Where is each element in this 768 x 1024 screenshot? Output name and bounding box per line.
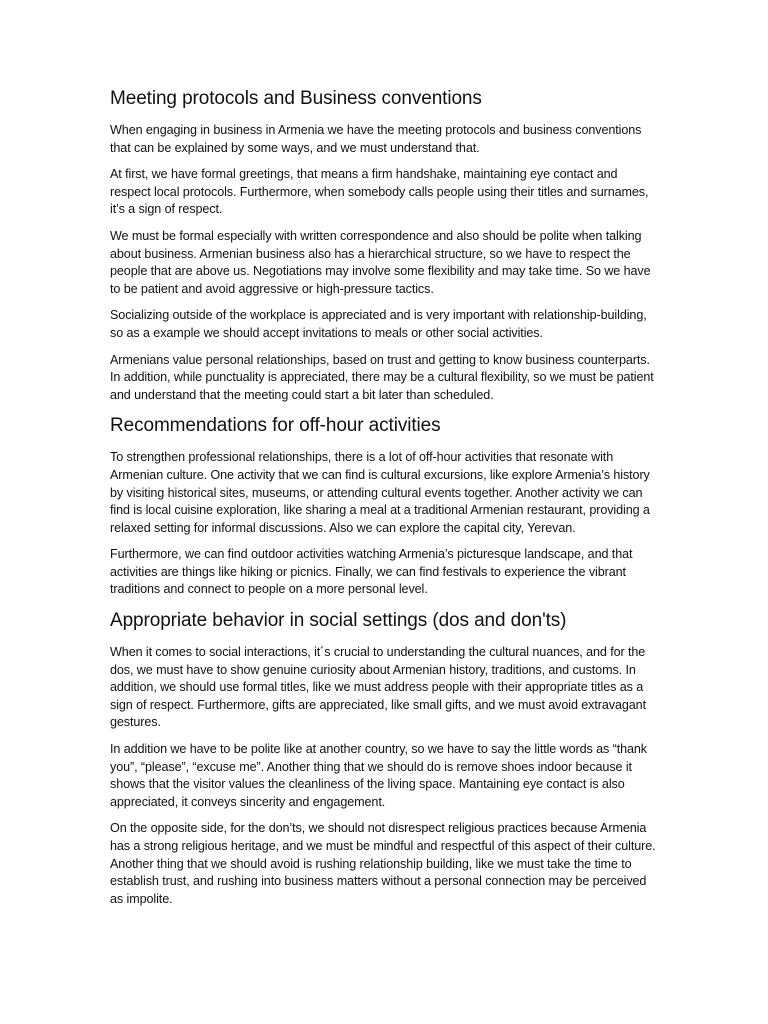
paragraph: To strengthen professional relationships, there is a lot of off-hour activities that resonate with Armenian culture. One activity that we can find is cultural excursions, like explore Armenia’s history by visiting historical sites, museums, or attending cultural events together. Another activity we can find is local cuisine exploration, like sharing a meal at a traditional Armenian restaurant, providing a relaxed setting for informal discussions. Also we can explore the capital city, Yerevan. xyxy=(110,450,650,535)
document-body xyxy=(110,86,658,917)
paragraph: When engaging in business in Armenia we have the meeting protocols and business conventions that can be explained by some ways, and we must understand that. xyxy=(110,123,642,155)
section-heading: Appropriate behavior in social settings (dos and don'ts) xyxy=(110,610,567,632)
section-social-behavior xyxy=(110,608,658,908)
section-meeting-protocols xyxy=(110,86,658,404)
paragraph: Furthermore, we can find outdoor activities watching Armenia’s picturesque landscape, and that activities are things like hiking or picnics. Finally, we can find festivals to experience the vibrant traditions and connect to people on a more personal level. xyxy=(110,547,633,597)
paragraph: We must be formal especially with written correspondence and also should be polite when talking about business. Armenian business also has a hierarchical structure, so we have to respect the people that are above us. Negotiations may involve some flexibility and may take time. So we have to be patient and avoid aggressive or high-pressure tactics. xyxy=(110,228,651,296)
paragraph: At first, we have formal greetings, that means a firm handshake, maintaining eye contact and respect local protocols. Furthermore, when somebody calls people using their titles and surnames, it’s a sign of respect. xyxy=(110,167,649,217)
paragraph: Armenians value personal relationships, based on trust and getting to know business counterparts. In addition, while punctuality is appreciated, there may be a cultural flexibility, so we must be patient and understand that the meeting could start a bit later than scheduled. xyxy=(110,352,654,402)
section-heading: Meeting protocols and Business conventions xyxy=(110,88,482,109)
paragraph: Socializing outside of the workplace is appreciated and is very important with relationship-building, so as a example we should accept invitations to meals or other social activities. xyxy=(110,308,647,340)
paragraph: When it comes to social interactions, it´s crucial to understanding the cultural nuances, and for the dos, we must have to show genuine curiosity about Armenian history, traditions, and customs. In addition, we should use formal titles, like we must address people with their appropriate titles as a sign of respect. Furthermore, gifts are appreciated, like small gifts, and we must avoid extravagant gestures. xyxy=(110,645,646,730)
section-off-hour-activities xyxy=(110,413,658,599)
paragraph: On the opposite side, for the don’ts, we should not disrespect religious practices because Armenia has a strong religious heritage, and we must be mindful and respectful of this aspect of their culture. Another thing that we should avoid is rushing relationship building, like we must take the time to establish trust, and rushing into business matters without a personal connection may be perceived as impolite. xyxy=(110,821,656,906)
paragraph: In addition we have to be polite like at another country, so we have to say the little words as “thank you”, “please”, “excuse me”. Another thing that we should do is remove shoes indoor because it shows that the visitor values the cleanliness of the living space. Mantaining eye contact is also appreciated, it conveys sincerity and engagement. xyxy=(110,742,648,809)
section-heading: Recommendations for off-hour activities xyxy=(110,415,441,437)
